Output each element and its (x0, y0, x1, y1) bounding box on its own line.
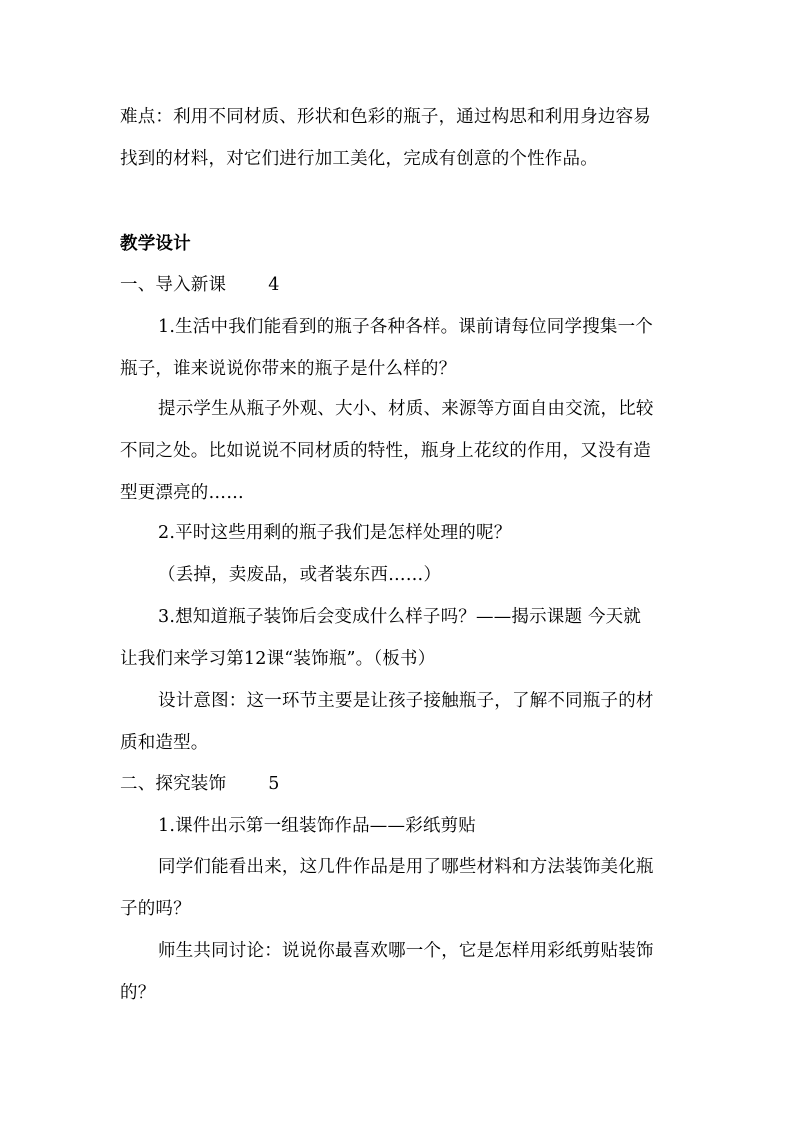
s2-paragraph-1: 1.课件出示第一组装饰作品——彩纸剪贴 (158, 816, 476, 836)
s2-paragraph-3-line-2: 的？ (120, 983, 156, 1003)
s2-paragraph-3-line-1: 师生共同讨论：说说你最喜欢哪一个，它是怎样用彩纸剪贴装饰 (158, 941, 654, 961)
s2-paragraph-2-line-2: 子的吗？ (120, 899, 191, 919)
s2-paragraph-2-line-1: 同学们能看出来，这几件作品是用了哪些材料和方法装饰美化瓶 (158, 857, 654, 877)
design-title: 教学设计 (120, 234, 191, 254)
section-2-number: 5 (268, 774, 280, 794)
s1-paragraph-2-line-3: 型更漂亮的…… (120, 483, 244, 503)
section-2-heading-row (120, 773, 680, 795)
s1-paragraph-2-line-1: 提示学生从瓶子外观、大小、材质、来源等方面自由交流，比较 (158, 399, 654, 419)
s1-paragraph-5-line-2: 让我们来学习第12课“装饰瓶”。（板书） (120, 649, 436, 669)
s1-paragraph-6-line-2: 质和造型。 (120, 733, 209, 753)
difficulty-line-2: 找到的材料，对它们进行加工美化，完成有创意的个性作品。 (120, 149, 598, 169)
s1-paragraph-1-line-1: 1.生活中我们能看到的瓶子各种各样。课前请每位同学搜集一个 (158, 317, 653, 337)
s1-paragraph-6-line-1: 设计意图：这一环节主要是让孩子接触瓶子，了解不同瓶子的材 (158, 691, 654, 711)
s1-paragraph-5-line-1: 3.想知道瓶子装饰后会变成什么样子吗？——揭示课题 今天就 (158, 607, 642, 627)
section-1-heading-row (120, 274, 680, 296)
s1-paragraph-4: （丢掉，卖废品，或者装东西……） (158, 565, 442, 585)
difficulty-line-1: 难点：利用不同材质、形状和色彩的瓶子，通过构思和利用身边容易 (120, 107, 651, 127)
s1-paragraph-1-line-2: 瓶子，谁来说说你带来的瓶子是什么样的？ (120, 359, 457, 379)
s1-paragraph-2-line-2: 不同之处。比如说说不同材质的特性，瓶身上花纹的作用，又没有造 (120, 441, 651, 461)
section-1-heading: 一、导入新课 (120, 275, 227, 295)
s1-paragraph-3: 2.平时这些用剩的瓶子我们是怎样处理的呢？ (158, 523, 512, 543)
section-2-heading: 二、探究装饰 (120, 774, 227, 794)
section-1-number: 4 (268, 275, 280, 295)
